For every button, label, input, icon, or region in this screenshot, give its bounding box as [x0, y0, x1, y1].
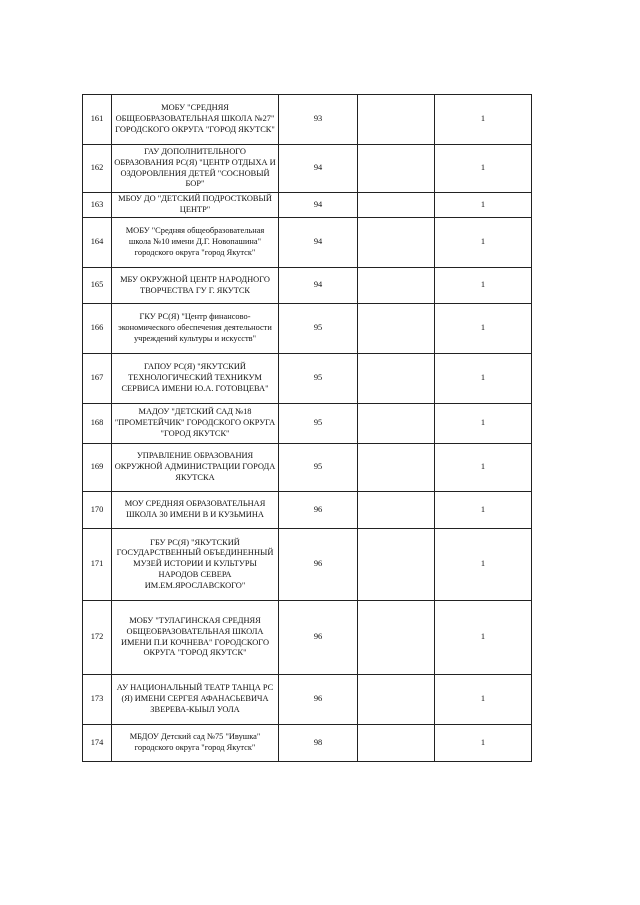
table-row — [83, 601, 532, 675]
empty-cell — [358, 268, 435, 304]
table-row — [83, 675, 532, 725]
empty-cell — [358, 145, 435, 193]
organization-name: МАДОУ "ДЕТСКИЙ САД №18 "ПРОМЕТЕЙЧИК" ГОРОДСКОГО ОКРУГА "ГОРОД ЯКУТСК" — [112, 404, 279, 444]
value-cell: 1 — [435, 95, 532, 145]
row-number: 163 — [83, 193, 112, 218]
score-cell: 96 — [279, 601, 358, 675]
score-cell: 95 — [279, 354, 358, 404]
value-cell: 1 — [435, 492, 532, 529]
organization-name: ГКУ РС(Я) "Центр финансово-экономического обеспечения деятельности учреждений культуры и искусств" — [112, 304, 279, 354]
organization-name: МБУ ОКРУЖНОЙ ЦЕНТР НАРОДНОГО ТВОРЧЕСТВА ГУ Г. ЯКУТСК — [112, 268, 279, 304]
table-row — [83, 95, 532, 145]
value-cell: 1 — [435, 354, 532, 404]
value-cell: 1 — [435, 193, 532, 218]
table-row — [83, 404, 532, 444]
score-cell: 95 — [279, 304, 358, 354]
ratings-table — [82, 94, 532, 762]
organization-name: МОУ СРЕДНЯЯ ОБРАЗОВАТЕЛЬНАЯ ШКОЛА 30 ИМЕНИ В И КУЗЬМИНА — [112, 492, 279, 529]
empty-cell — [358, 193, 435, 218]
value-cell: 1 — [435, 444, 532, 492]
value-cell: 1 — [435, 304, 532, 354]
row-number: 162 — [83, 145, 112, 193]
empty-cell — [358, 304, 435, 354]
table-row — [83, 529, 532, 601]
row-number: 168 — [83, 404, 112, 444]
row-number: 174 — [83, 725, 112, 762]
value-cell: 1 — [435, 145, 532, 193]
organization-name: МБОУ ДО "ДЕТСКИЙ ПОДРОСТКОВЫЙ ЦЕНТР" — [112, 193, 279, 218]
score-cell: 93 — [279, 95, 358, 145]
empty-cell — [358, 404, 435, 444]
value-cell: 1 — [435, 601, 532, 675]
row-number: 171 — [83, 529, 112, 601]
organization-name: ГАПОУ РС(Я) "ЯКУТСКИЙ ТЕХНОЛОГИЧЕСКИЙ ТЕХНИКУМ СЕРВИСА ИМЕНИ Ю.А. ГОТОВЦЕВА" — [112, 354, 279, 404]
row-number: 161 — [83, 95, 112, 145]
value-cell: 1 — [435, 218, 532, 268]
table-row — [83, 304, 532, 354]
table-row — [83, 444, 532, 492]
row-number: 173 — [83, 675, 112, 725]
value-cell: 1 — [435, 675, 532, 725]
score-cell: 96 — [279, 492, 358, 529]
table-row — [83, 354, 532, 404]
score-cell: 95 — [279, 404, 358, 444]
empty-cell — [358, 492, 435, 529]
row-number: 167 — [83, 354, 112, 404]
value-cell: 1 — [435, 725, 532, 762]
table-row — [83, 218, 532, 268]
score-cell: 94 — [279, 218, 358, 268]
row-number: 170 — [83, 492, 112, 529]
score-cell: 96 — [279, 675, 358, 725]
organization-name: МБДОУ Детский сад №75 "Ивушка" городского округа "город Якутск" — [112, 725, 279, 762]
organization-name: ГАУ ДОПОЛНИТЕЛЬНОГО ОБРАЗОВАНИЯ РС(Я) "ЦЕНТР ОТДЫХА И ОЗДОРОВЛЕНИЯ ДЕТЕЙ "СОСНОВЫЙ БОР" — [112, 145, 279, 193]
value-cell: 1 — [435, 529, 532, 601]
empty-cell — [358, 218, 435, 268]
empty-cell — [358, 725, 435, 762]
table-row — [83, 268, 532, 304]
row-number: 164 — [83, 218, 112, 268]
organization-name: УПРАВЛЕНИЕ ОБРАЗОВАНИЯ ОКРУЖНОЙ АДМИНИСТРАЦИИ ГОРОДА ЯКУТСКА — [112, 444, 279, 492]
organization-name: АУ НАЦИОНАЛЬНЫЙ ТЕАТР ТАНЦА РС (Я) ИМЕНИ СЕРГЕЯ АФАНАСЬЕВИЧА ЗВЕРЕВА-КЫЫЛ УОЛА — [112, 675, 279, 725]
row-number: 169 — [83, 444, 112, 492]
score-cell: 94 — [279, 193, 358, 218]
score-cell: 94 — [279, 145, 358, 193]
organization-name: МОБУ "Средняя общеобразовательная школа №10 имени Д.Г. Новопашина" городского округа "город Якутск" — [112, 218, 279, 268]
organization-name: ГБУ РС(Я) "ЯКУТСКИЙ ГОСУДАРСТВЕННЫЙ ОБЪЕДИНЕННЫЙ МУЗЕЙ ИСТОРИИ И КУЛЬТУРЫ НАРОДОВ СЕВЕРА ИМ.ЕМ.ЯРОСЛАВСКОГО" — [112, 529, 279, 601]
empty-cell — [358, 444, 435, 492]
empty-cell — [358, 601, 435, 675]
table-row — [83, 725, 532, 762]
empty-cell — [358, 675, 435, 725]
row-number: 165 — [83, 268, 112, 304]
row-number: 172 — [83, 601, 112, 675]
row-number: 166 — [83, 304, 112, 354]
organization-name: МОБУ "ТУЛАГИНСКАЯ СРЕДНЯЯ ОБЩЕОБРАЗОВАТЕЛЬНАЯ ШКОЛА ИМЕНИ П.И КОЧНЕВА" ГОРОДСКОГО ОКРУГА "ГОРОД ЯКУТСК" — [112, 601, 279, 675]
score-cell: 96 — [279, 529, 358, 601]
empty-cell — [358, 354, 435, 404]
table-row — [83, 145, 532, 193]
value-cell: 1 — [435, 404, 532, 444]
empty-cell — [358, 95, 435, 145]
score-cell: 95 — [279, 444, 358, 492]
score-cell: 98 — [279, 725, 358, 762]
score-cell: 94 — [279, 268, 358, 304]
empty-cell — [358, 529, 435, 601]
table-row — [83, 193, 532, 218]
value-cell: 1 — [435, 268, 532, 304]
organization-name: МОБУ "СРЕДНЯЯ ОБЩЕОБРАЗОВАТЕЛЬНАЯ ШКОЛА №27" ГОРОДСКОГО ОКРУГА "ГОРОД ЯКУТСК" — [112, 95, 279, 145]
table-row — [83, 492, 532, 529]
